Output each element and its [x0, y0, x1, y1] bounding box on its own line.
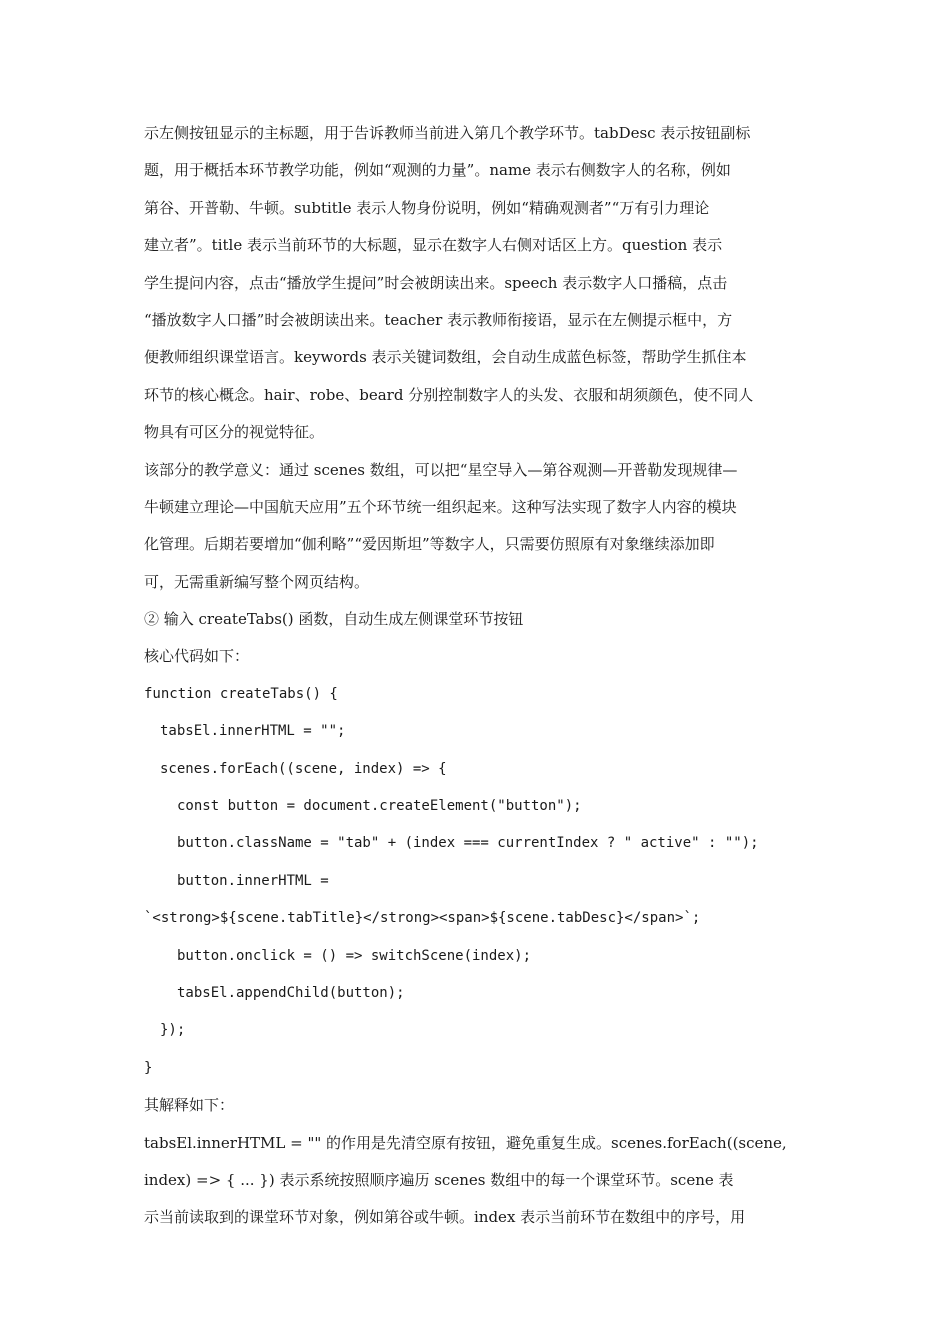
- text-line: 建立者”。title 表示当前环节的大标题，显示在数字人右侧对话区上方。question 表示: [144, 236, 723, 255]
- text-line: 便教师组织课堂语言。keywords 表示关键词数组，会自动生成蓝色标签，帮助学生抓住本: [144, 348, 747, 367]
- code-line: }: [144, 1059, 153, 1076]
- text-line: index) => { ... }) 表示系统按照顺序遍历 scenes 数组中的每一个课堂环节。scene 表: [144, 1170, 734, 1189]
- code-intro: 核心代码如下：: [144, 647, 250, 666]
- document-page: [144, 115, 808, 1237]
- code-line: button.innerHTML =: [177, 872, 329, 889]
- text-line: 环节的核心概念。hair、robe、beard 分别控制数字人的头发、衣服和胡须颜色，使不同人: [144, 385, 754, 404]
- code-line: });: [160, 1022, 186, 1039]
- text-line: 示左侧按钮显示的主标题，用于告诉教师当前进入第几个教学环节。tabDesc 表示按钮副标: [144, 124, 751, 142]
- code-line: scenes.forEach((scene, index) => {: [160, 760, 447, 777]
- paragraph-teaching-meaning: [144, 452, 808, 602]
- code-line: function createTabs() {: [144, 685, 338, 702]
- text-line: 化管理。后期若要增加“伽利略”“爱因斯坦”等数字人，只需要仿照原有对象继续添加即: [144, 535, 715, 554]
- paragraph-explanation: [144, 1125, 808, 1237]
- text-line: 示当前读取到的课堂环节对象，例如第谷或牛顿。index 表示当前环节在数组中的序号，用: [144, 1208, 746, 1227]
- text-line: 可，无需重新编写整个网页结构。: [144, 572, 370, 591]
- text-line: “播放数字人口播”时会被朗读出来。teacher 表示教师衔接语，显示在左侧提示框中，方: [144, 310, 733, 329]
- text-line: 该部分的教学意义：通过 scenes 数组，可以把“星空导入—第谷观测—开普勒发现规律—: [144, 460, 738, 479]
- section-heading: ② 输入 createTabs() 函数，自动生成左侧课堂环节按钮: [144, 610, 524, 629]
- code-line: tabsEl.appendChild(button);: [177, 984, 405, 1001]
- text-line: 物具有可区分的视觉特征。: [144, 423, 325, 442]
- code-line: const button = document.createElement("button");: [177, 798, 582, 815]
- explain-intro: 其解释如下：: [144, 1096, 235, 1115]
- text-line: 牛顿建立理论—中国航天应用”五个环节统一组织起来。这种写法实现了数字人内容的模块: [144, 497, 737, 516]
- code-line: `<strong>${scene.tabTitle}</strong><span>${scene.tabDesc}</span>`;: [144, 910, 701, 927]
- code-block: [144, 676, 808, 1087]
- code-line: button.onclick = () => switchScene(index);: [177, 947, 532, 964]
- code-line: button.className = "tab" + (index === currentIndex ? " active" : "");: [177, 835, 759, 852]
- paragraph-field-descriptions: [144, 115, 808, 452]
- text-line: 学生提问内容，点击“播放学生提问”时会被朗读出来。speech 表示数字人口播稿，点击: [144, 273, 728, 292]
- text-line: 题，用于概括本环节教学功能，例如“观测的力量”。name 表示右侧数字人的名称，例如: [144, 161, 731, 180]
- text-line: tabsEl.innerHTML = "" 的作用是先清空原有按钮，避免重复生成。scenes.forEach((scene,: [144, 1133, 787, 1152]
- code-line: tabsEl.innerHTML = "";: [160, 723, 346, 740]
- text-line: 第谷、开普勒、牛顿。subtitle 表示人物身份说明，例如“精确观测者”“万有引力理论: [144, 198, 710, 217]
